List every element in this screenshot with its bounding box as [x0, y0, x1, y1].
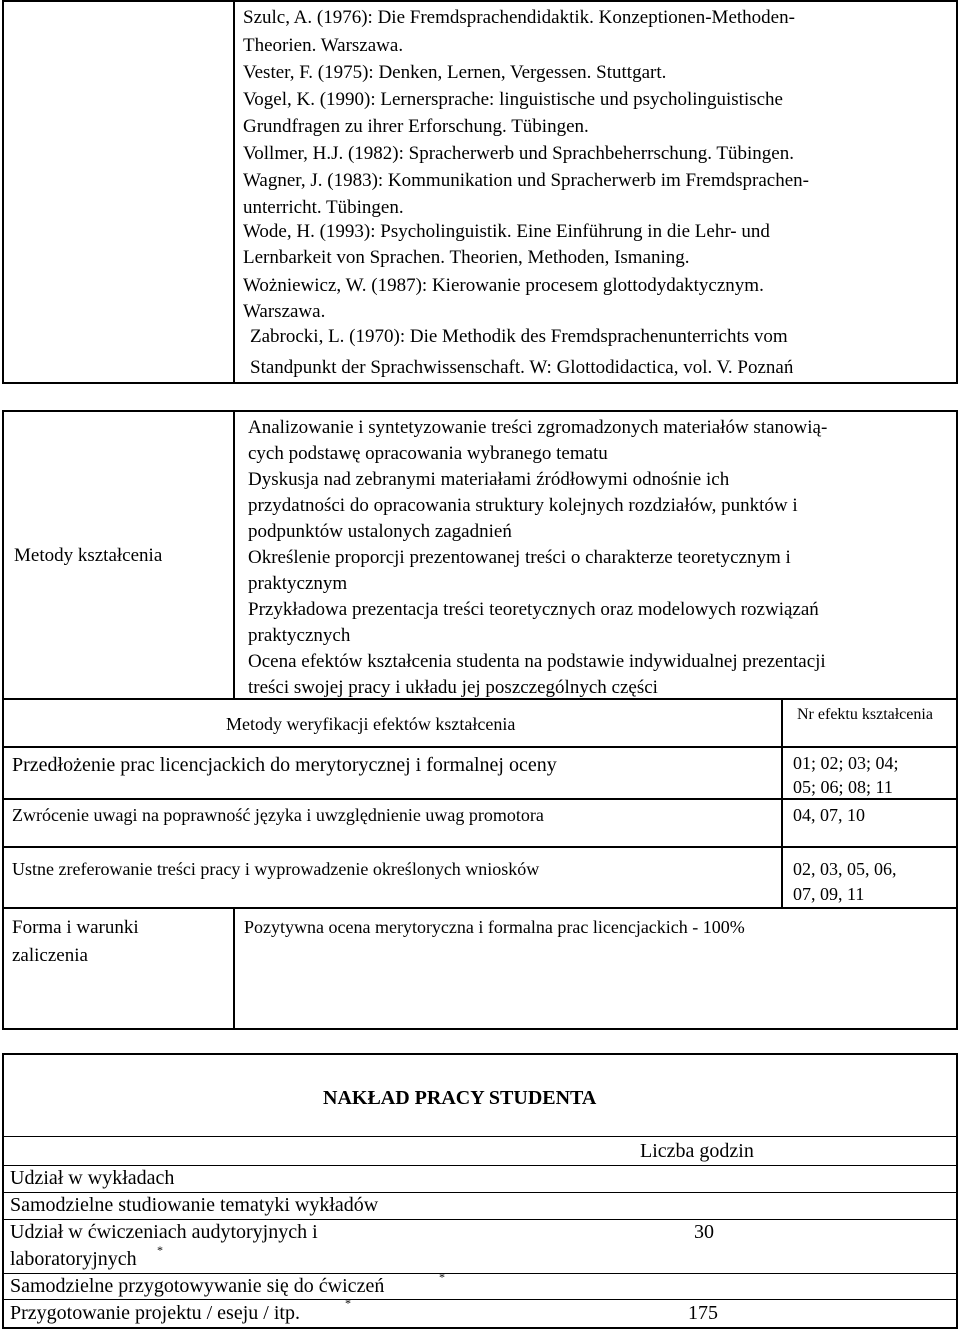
methods-line: praktycznych — [248, 625, 351, 646]
methods-line: Określenie proporcji prezentowanej treści o charakterze teoretycznym i — [248, 547, 791, 568]
workload-item-label: laboratoryjnych — [10, 1248, 137, 1270]
verification-row-border — [2, 846, 958, 848]
bibliography-line: Vogel, K. (1990): Lernersprache: linguistische und psycholinguistische — [243, 89, 783, 110]
verification-methods-header: Metody weryfikacji efektów kształcenia — [226, 714, 516, 734]
bibliography-line: Szulc, A. (1976): Die Fremdsprachendidaktik. Konzeptionen-Methoden- — [243, 7, 795, 28]
bibliography-line: Wagner, J. (1983): Kommunikation und Spracherwerb im Fremdsprachen- — [243, 170, 809, 191]
effects-column-divider — [781, 698, 783, 908]
bibliography-line: Standpunkt der Sprachwissenschaft. W: Glottodidactica, vol. V. Poznań — [250, 357, 794, 378]
workload-footnote-mark: * — [345, 1296, 351, 1310]
bibliography-line: Warszawa. — [243, 301, 326, 322]
bibliography-line: Grundfragen zu ihrer Erforschung. Tübingen. — [243, 116, 589, 137]
bibliography-line: Zabrocki, L. (1970): Die Methodik des Fremdsprachenunterrichts vom — [250, 326, 788, 347]
methods-line: podpunktów ustalonych zagadnień — [248, 521, 512, 542]
workload-item-label: Przygotowanie projektu / eseju / itp. — [10, 1302, 300, 1324]
bibliography-line: Lernbarkeit von Sprachen. Theorien, Methoden, Ismaning. — [243, 247, 690, 268]
methods-row-border — [2, 698, 958, 700]
bibliography-divider — [233, 0, 235, 384]
workload-item-label: Udział w ćwiczeniach audytoryjnych i — [10, 1221, 318, 1243]
methods-column-divider — [233, 410, 235, 698]
verification-method: Przedłożenie prac licencjackich do merytorycznej i formalnej oceny — [12, 754, 557, 776]
workload-item-label: Udział w wykładach — [10, 1167, 175, 1189]
methods-line: Dyskusja nad zebranymi materiałami źródłowymi odnośnie ich — [248, 469, 730, 490]
assessment-value: Pozytywna ocena merytoryczna i formalna prac licencjackich - 100% — [244, 917, 745, 937]
bibliography-line: Wożniewicz, W. (1987): Kierowanie procesem glottodydaktycznym. — [243, 275, 764, 296]
effects-value: 01; 02; 03; 04; — [793, 753, 899, 773]
workload-hours: 30 — [694, 1221, 714, 1243]
methods-line: cych podstawę opracowania wybranego tematu — [248, 443, 608, 464]
hours-header: Liczba godzin — [640, 1140, 754, 1162]
assessment-label: zaliczenia — [12, 945, 88, 966]
verification-row-border — [2, 907, 958, 909]
workload-title: NAKŁAD PRACY STUDENTA — [323, 1087, 597, 1109]
effects-value: 04, 07, 10 — [793, 805, 865, 825]
workload-grid-line — [2, 1273, 958, 1274]
workload-item-label: Samodzielne studiowanie tematyki wykładów — [10, 1194, 379, 1216]
workload-grid-line — [2, 1165, 958, 1166]
verification-row-border — [2, 798, 958, 800]
verification-method: Ustne zreferowanie treści pracy i wyprowadzenie określonych wniosków — [12, 859, 540, 879]
workload-grid-line — [2, 1136, 958, 1137]
workload-hours: 175 — [688, 1302, 718, 1324]
assessment-column-divider — [233, 907, 235, 1030]
workload-grid-line — [2, 1299, 958, 1300]
methods-line: przydatności do opracowania struktury kolejnych rozdziałów, punktów i — [248, 495, 798, 516]
effects-value: 07, 09, 11 — [793, 884, 865, 904]
workload-item-label: Samodzielne przygotowywanie się do ćwiczeń — [10, 1275, 385, 1297]
methods-label: Metody kształcenia — [14, 545, 163, 566]
effects-value: 05; 06; 08; 11 — [793, 777, 893, 797]
methods-line: Ocena efektów kształcenia studenta na podstawie indywidualnej prezentacji — [248, 651, 826, 672]
bibliography-line: Vester, F. (1975): Denken, Lernen, Vergessen. Stuttgart. — [243, 62, 667, 83]
bibliography-line: Theorien. Warszawa. — [243, 35, 404, 56]
verification-method: Zwrócenie uwagi na poprawność języka i uwzględnienie uwag promotora — [12, 805, 544, 825]
bibliography-line: unterricht. Tübingen. — [243, 197, 404, 218]
effects-header: Nr efektu kształcenia — [797, 706, 933, 723]
workload-grid-line — [2, 1192, 958, 1193]
workload-grid-line — [2, 1219, 958, 1220]
methods-line: Analizowanie i syntetyzowanie treści zgromadzonych materiałów stanowią- — [248, 417, 828, 438]
bibliography-line: Vollmer, H.J. (1982): Spracherwerb und Sprachbeherrschung. Tübingen. — [243, 143, 794, 164]
methods-line: Przykładowa prezentacja treści teoretycznych oraz modelowych rozwiązań — [248, 599, 819, 620]
bibliography-line: Wode, H. (1993): Psycholinguistik. Eine Einführung in die Lehr- und — [243, 221, 770, 242]
workload-footnote-mark: * — [157, 1243, 163, 1257]
methods-line: praktycznym — [248, 573, 348, 594]
methods-line: treści swojej pracy i układu jej poszczególnych części — [248, 677, 658, 698]
assessment-label: Forma i warunki — [12, 917, 139, 938]
workload-footnote-mark: * — [439, 1270, 445, 1284]
verification-header-border — [2, 746, 958, 748]
effects-value: 02, 03, 05, 06, — [793, 859, 897, 879]
